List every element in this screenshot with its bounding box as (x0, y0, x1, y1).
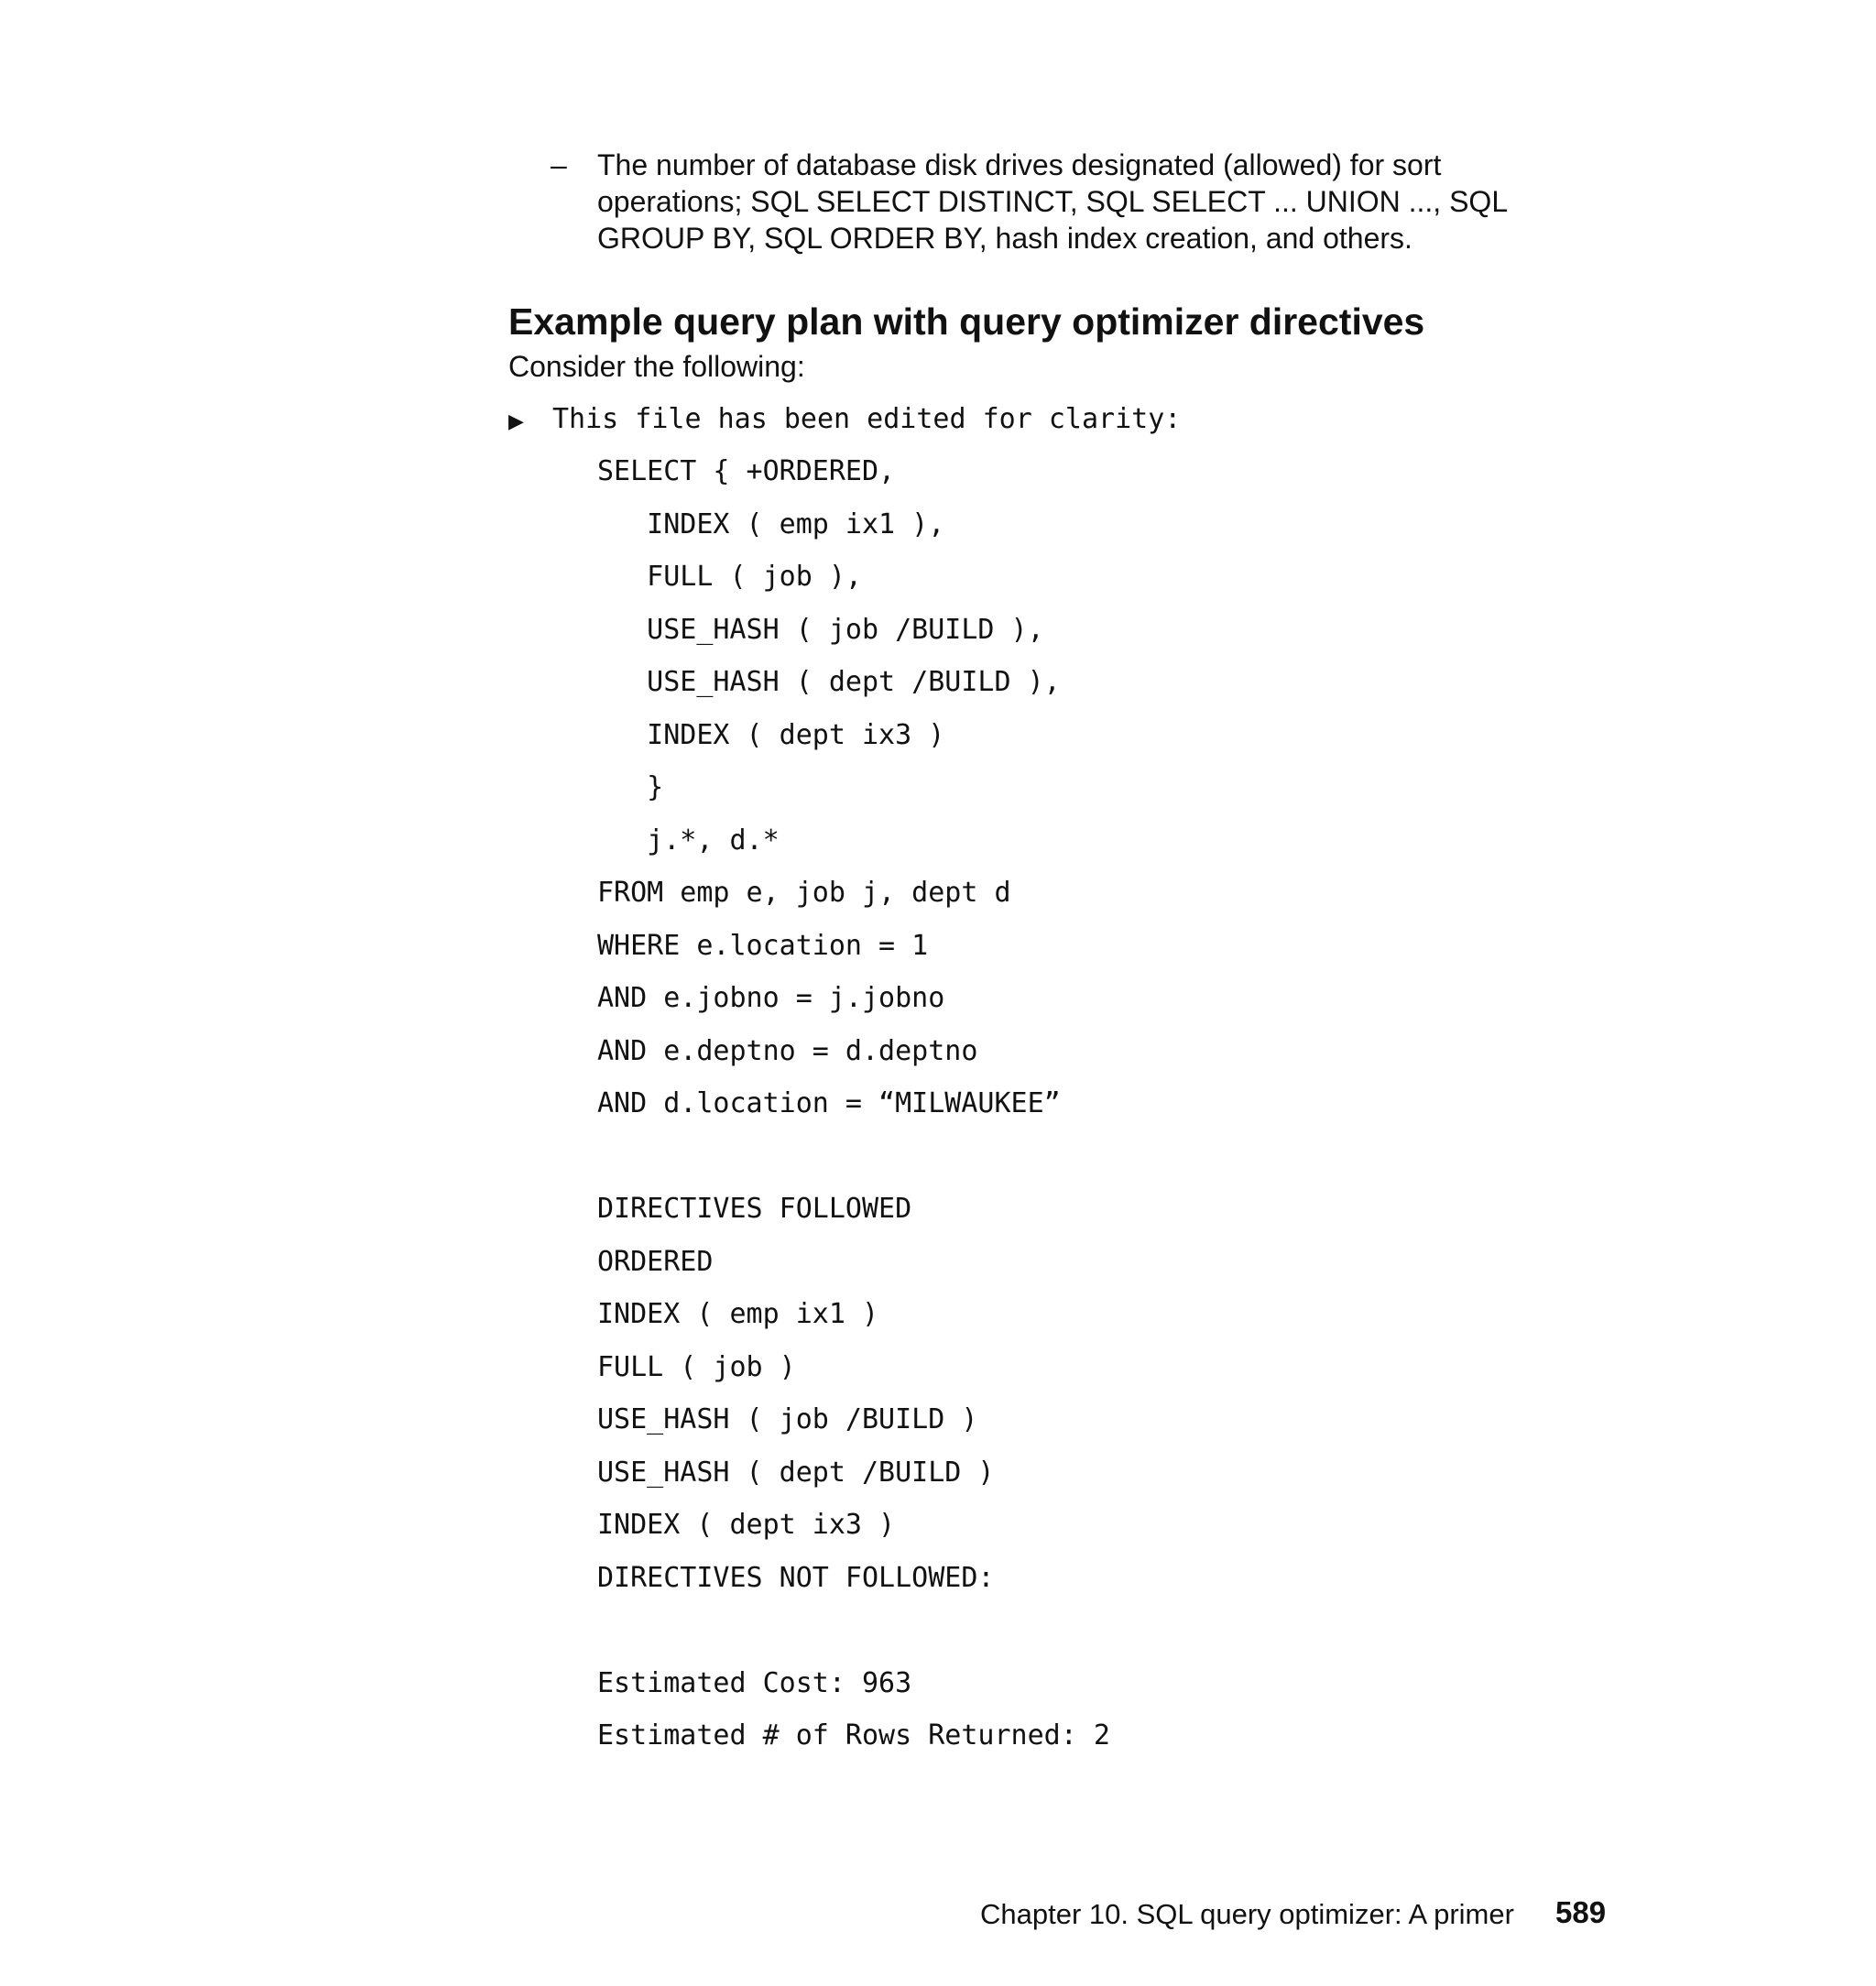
code-line: USE_HASH ( dept /BUILD ) (597, 1457, 995, 1489)
page-number: 589 (1555, 1895, 1607, 1929)
section-heading: Example query plan with query optimizer directives (508, 300, 1425, 343)
code-line: AND e.jobno = j.jobno (597, 982, 945, 1014)
intro-text: Consider the following: (508, 350, 805, 383)
code-line: INDEX ( dept ix3 ) (597, 1509, 896, 1541)
code-line: AND d.location = “MILWAUKEE” (597, 1087, 1061, 1119)
code-line: Estimated Cost: 963 (597, 1667, 912, 1699)
code-line: j.*, d.* (597, 824, 780, 857)
footer-chapter-title: Chapter 10. SQL query optimizer: A primer (980, 1898, 1514, 1930)
code-line: FROM emp e, job j, dept d (597, 877, 1011, 909)
code-line: DIRECTIVES FOLLOWED (597, 1193, 912, 1225)
bullet-paragraph (597, 147, 1605, 256)
code-line: FULL ( job ), (597, 561, 862, 593)
bullet-marker: – (551, 148, 567, 181)
code-line: INDEX ( emp ix1 ) (597, 1298, 879, 1330)
code-line: USE_HASH ( job /BUILD ) (597, 1403, 978, 1435)
arrow-marker-icon: ▶ (508, 409, 524, 432)
code-line: Estimated # of Rows Returned: 2 (597, 1719, 1110, 1751)
code-line: USE_HASH ( dept /BUILD ), (597, 666, 1061, 698)
bullet-line: The number of database disk drives designated (allowed) for sort (597, 148, 1442, 181)
code-note: This file has been edited for clarity: (552, 403, 1182, 435)
code-line: AND e.deptno = d.deptno (597, 1035, 978, 1067)
code-line: ORDERED (597, 1246, 714, 1278)
code-line: } (597, 771, 664, 803)
code-line: USE_HASH ( job /BUILD ), (597, 614, 1044, 646)
code-line: WHERE e.location = 1 (597, 930, 929, 962)
code-line: INDEX ( emp ix1 ), (597, 508, 945, 540)
code-line: FULL ( job ) (597, 1351, 796, 1383)
bullet-line: GROUP BY, SQL ORDER BY, hash index creation, and others. (597, 222, 1412, 255)
code-line: INDEX ( dept ix3 ) (597, 719, 945, 751)
code-line: DIRECTIVES NOT FOLLOWED: (597, 1562, 995, 1594)
bullet-line: operations; SQL SELECT DISTINCT, SQL SELECT ... UNION ..., SQL (597, 185, 1509, 218)
code-line: SELECT { +ORDERED, (597, 455, 896, 487)
